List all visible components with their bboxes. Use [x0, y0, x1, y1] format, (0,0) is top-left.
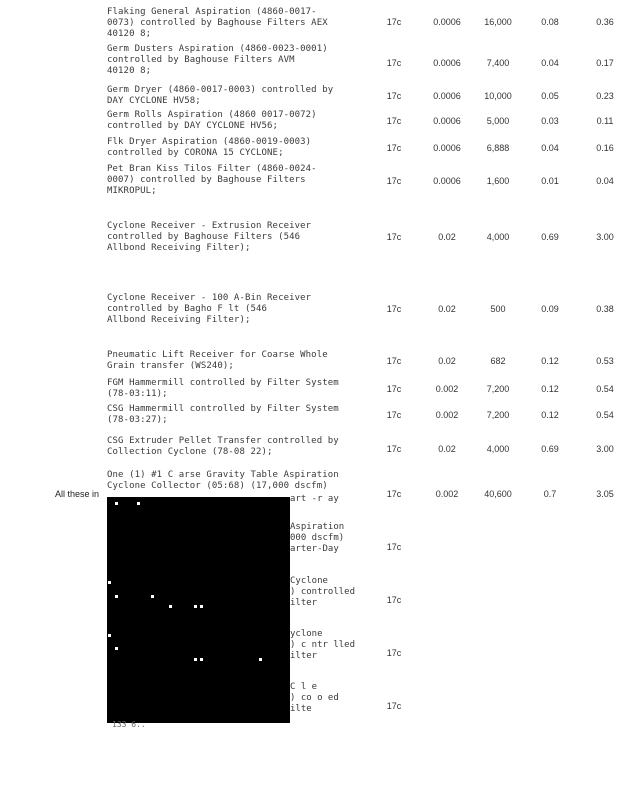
emission-code-cell: 17c	[386, 410, 402, 420]
emission-factor-cell: 0.0006	[433, 176, 461, 186]
speck	[137, 502, 140, 505]
speck	[259, 658, 262, 661]
tons-per-year-cell: 0.04	[596, 176, 614, 186]
speck	[194, 658, 197, 661]
emission-code-cell: 17c	[386, 648, 402, 658]
lb-per-hour-cell: 0.04	[541, 58, 559, 68]
emission-factor-cell: 0.02	[438, 444, 456, 454]
emission-code-cell: 17c	[386, 116, 402, 126]
partial-description: art -r ay	[290, 494, 339, 504]
emission-factor-cell: 0.0006	[433, 143, 461, 153]
flow-rate-cell: 5,000	[486, 116, 510, 126]
redaction-block	[107, 497, 290, 723]
emission-factor-cell: 0.0006	[433, 116, 461, 126]
emission-code-cell: 17c	[386, 58, 402, 68]
emission-code-cell: 17c	[386, 542, 402, 552]
row-description: FGM Hammermill controlled by Filter System (78-03:11);	[107, 378, 339, 399]
tons-per-year-cell: 3.00	[596, 444, 614, 454]
speck	[115, 595, 118, 598]
flow-rate-cell: 16,000	[484, 17, 512, 27]
emission-factor-cell: 0.002	[435, 384, 459, 394]
row-description: Cyclone Receiver - 100 A-Bin Receiver controlled by Bagho F lt (546 Allbond Receiving Filter);	[107, 293, 312, 325]
emission-code-cell: 17c	[386, 489, 402, 499]
tons-per-year-cell: 0.23	[596, 91, 614, 101]
flow-rate-cell: 7,200	[486, 384, 510, 394]
tons-per-year-cell: 0.53	[596, 356, 614, 366]
lb-per-hour-cell: 0.09	[541, 304, 559, 314]
tons-per-year-cell: 3.00	[596, 232, 614, 242]
tons-per-year-cell: 0.36	[596, 17, 614, 27]
partial-description: Aspiration 000 dscfm) arter-Day	[290, 522, 345, 554]
flow-rate-cell: 500	[490, 304, 506, 314]
emission-code-cell: 17c	[386, 304, 402, 314]
emission-factor-cell: 0.002	[435, 410, 459, 420]
tons-per-year-cell: 0.17	[596, 58, 614, 68]
row-description: Germ Rolls Aspiration (4860 0017-0072) controlled by DAY CYCLONE HV56;	[107, 110, 317, 131]
row-description: Pneumatic Lift Receiver for Coarse Whole Grain transfer (WS240);	[107, 350, 328, 371]
emission-code-cell: 17c	[386, 232, 402, 242]
emission-code-cell: 17c	[386, 701, 402, 711]
flow-rate-cell: 1,600	[486, 176, 510, 186]
side-note: All these in	[55, 489, 100, 499]
row-description: Cyclone Receiver - Extrusion Receiver controlled by Baghouse Filters (546 Allbond Receiving Filter);	[107, 221, 312, 253]
speck	[108, 634, 111, 637]
emission-code-cell: 17c	[386, 356, 402, 366]
emission-code-cell: 17c	[386, 91, 402, 101]
emission-factor-cell: 0.0006	[433, 58, 461, 68]
partial-description: C l e ) co o ed ilte	[290, 682, 339, 714]
speck	[115, 502, 118, 505]
speck	[115, 647, 118, 650]
emission-factor-cell: 0.02	[438, 232, 456, 242]
lb-per-hour-cell: 0.69	[541, 444, 559, 454]
row-description: CSG Hammermill controlled by Filter System (78-03:27);	[107, 404, 339, 425]
flow-rate-cell: 7,200	[486, 410, 510, 420]
emission-code-cell: 17c	[386, 384, 402, 394]
emission-factor-cell: 0.02	[438, 304, 456, 314]
lb-per-hour-cell: 0.7	[543, 489, 557, 499]
row-description: One (1) #1 C arse Gravity Table Aspiration Cyclone Collector (05:68) (17,000 dscfm)	[107, 470, 339, 491]
lb-per-hour-cell: 0.12	[541, 410, 559, 420]
emission-code-cell: 17c	[386, 595, 402, 605]
flow-rate-cell: 682	[490, 356, 506, 366]
flow-rate-cell: 10,000	[484, 91, 512, 101]
emission-code-cell: 17c	[386, 176, 402, 186]
tons-per-year-cell: 0.11	[596, 116, 614, 126]
speck	[169, 605, 172, 608]
footer-fragment: 133 6..	[112, 720, 146, 729]
speck	[194, 605, 197, 608]
partial-description: yclone ) c ntr lled ilter	[290, 629, 356, 661]
tons-per-year-cell: 3.05	[596, 489, 614, 499]
emission-code-cell: 17c	[386, 444, 402, 454]
speck	[200, 658, 203, 661]
flow-rate-cell: 4,000	[486, 444, 510, 454]
row-description: Germ Dryer (4860-0017-0003) controlled by DAY CYCLONE HV58;	[107, 85, 334, 106]
lb-per-hour-cell: 0.04	[541, 143, 559, 153]
lb-per-hour-cell: 0.12	[541, 356, 559, 366]
flow-rate-cell: 40,600	[484, 489, 512, 499]
tons-per-year-cell: 0.16	[596, 143, 614, 153]
flow-rate-cell: 6,888	[486, 143, 510, 153]
row-description: CSG Extruder Pellet Transfer controlled by Collection Cyclone (78-08 22);	[107, 436, 339, 457]
emission-code-cell: 17c	[386, 17, 402, 27]
emission-factor-cell: 0.002	[435, 489, 459, 499]
lb-per-hour-cell: 0.05	[541, 91, 559, 101]
speck	[108, 581, 111, 584]
tons-per-year-cell: 0.54	[596, 384, 614, 394]
row-description: Flk Dryer Aspiration (4860-0019-0003) controlled by CORONA 15 CYCLONE;	[107, 137, 312, 158]
row-description: Flaking General Aspiration (4860-0017- 0073) controlled by Baghouse Filters AEX 40120 8;	[107, 7, 328, 39]
emission-code-cell: 17c	[386, 143, 402, 153]
tons-per-year-cell: 0.38	[596, 304, 614, 314]
emission-factor-cell: 0.02	[438, 356, 456, 366]
emission-factor-cell: 0.0006	[433, 17, 461, 27]
partial-description: Cyclone ) controlled ilter	[290, 576, 356, 608]
flow-rate-cell: 7,400	[486, 58, 510, 68]
lb-per-hour-cell: 0.01	[541, 176, 559, 186]
row-description: Pet Bran Kiss Tilos Filter (4860-0024- 0007) controlled by Baghouse Filters MIKROPUL;	[107, 164, 317, 196]
lb-per-hour-cell: 0.69	[541, 232, 559, 242]
lb-per-hour-cell: 0.03	[541, 116, 559, 126]
speck	[200, 605, 203, 608]
lb-per-hour-cell: 0.08	[541, 17, 559, 27]
emission-factor-cell: 0.0006	[433, 91, 461, 101]
tons-per-year-cell: 0.54	[596, 410, 614, 420]
flow-rate-cell: 4,000	[486, 232, 510, 242]
row-description: Germ Dusters Aspiration (4860-0023-0001) controlled by Baghouse Filters AVM 40120 8;	[107, 44, 328, 76]
speck	[151, 595, 154, 598]
lb-per-hour-cell: 0.12	[541, 384, 559, 394]
